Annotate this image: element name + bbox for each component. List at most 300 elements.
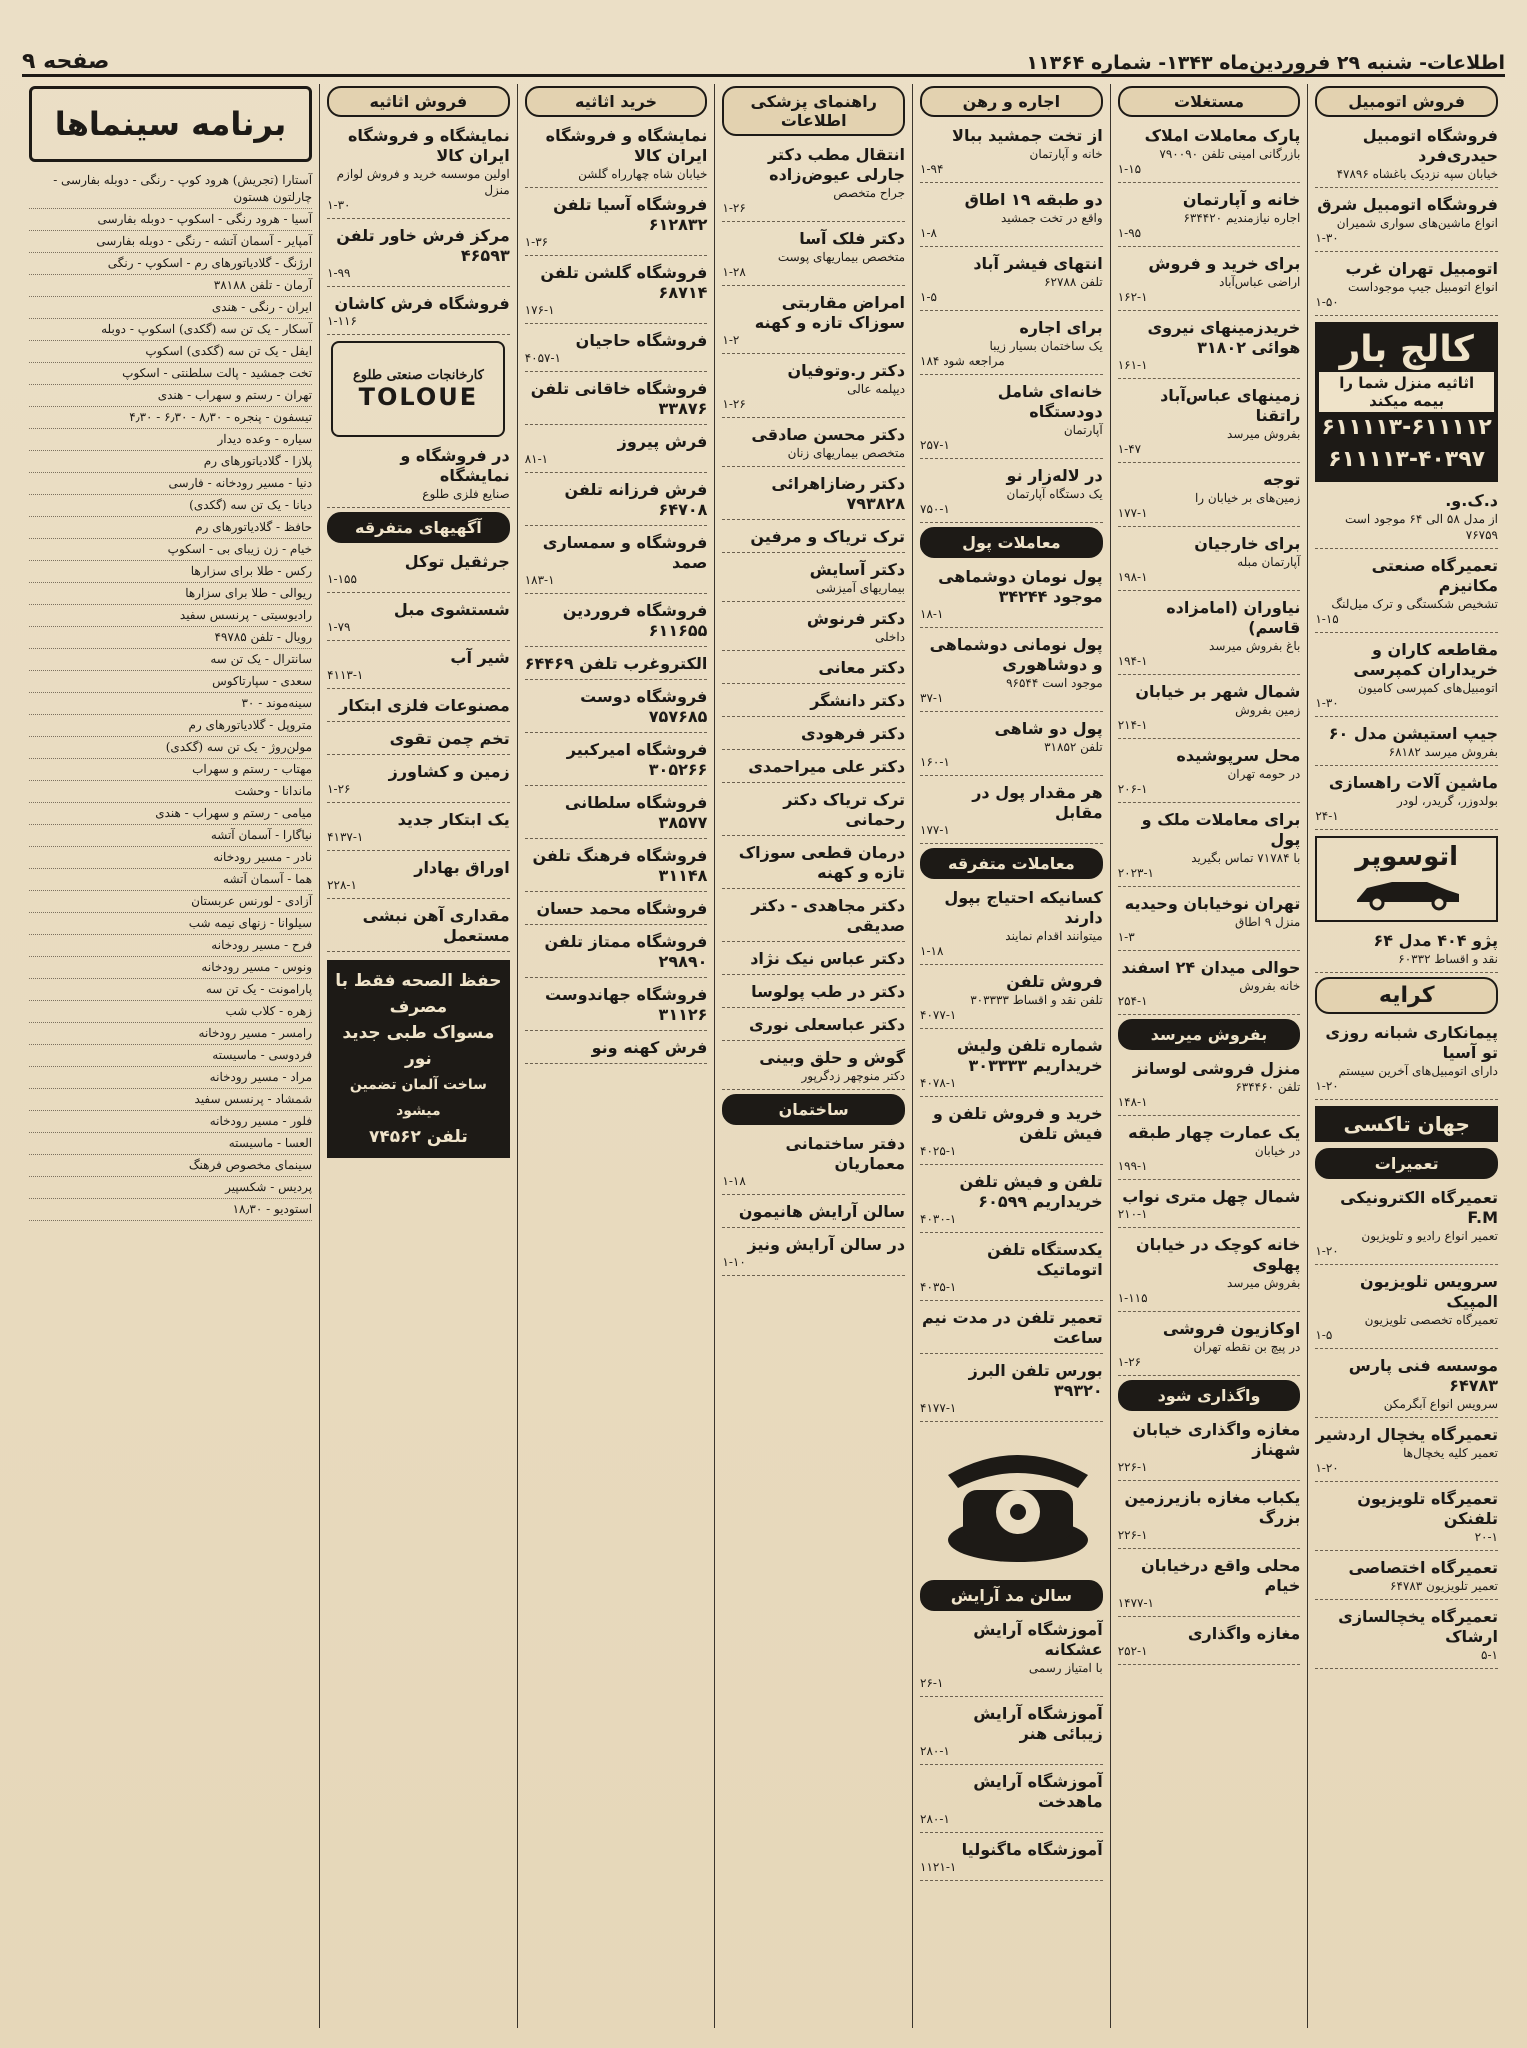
classified-ad: [722, 557, 905, 602]
ad-body: خانه بفروش: [1239, 979, 1301, 993]
cinema-listing: العسا - ماسیسته: [29, 1133, 312, 1155]
ad-title: اتومبیل تهران غرب: [1345, 259, 1498, 278]
section-header-sell: فروش اثاثیه: [327, 86, 510, 117]
ad-title: نمایشگاه و فروشگاه ایران کالا: [545, 126, 708, 165]
ad-code: ۱-۳۶: [524, 235, 549, 249]
ad-title: هر مقدار پول در مقابل: [972, 783, 1103, 822]
cinema-listing: ایران - رنگی - هندی: [29, 297, 312, 319]
classified-ad: [1118, 187, 1301, 247]
tolou-latin: TOLOUE: [358, 382, 479, 411]
ad-body: تشخیص شکستگی و ترک میل‌لنگ: [1331, 597, 1498, 611]
classified-ad: [1118, 807, 1301, 887]
ad-body: تلفن ۳۱۸۵۲: [1044, 740, 1103, 754]
ad-title: ترک تریاک و مرفین: [750, 527, 906, 546]
ad-title: خانه‌ای شامل دودستگاه: [997, 382, 1103, 421]
classified-ad: [327, 693, 510, 722]
classified-ad: [920, 187, 1103, 247]
cinema-listing: شمشاد - پرنسس سفید: [29, 1089, 312, 1111]
ad-title: امراض مقاربتی سوزاک تازه و کهنه: [754, 293, 906, 332]
ad-title: در فروشگاه و نمایشگاه: [400, 446, 510, 485]
ad-code: ۱۷۶-۱: [524, 303, 555, 317]
ad-title: حوالی میدان ۲۴ اسفند: [1121, 958, 1301, 977]
ad-title: پارک معاملات املاک: [1144, 126, 1301, 145]
section-header-transfer: واگذاری شود: [1118, 1380, 1301, 1411]
classified-ad: [920, 1101, 1103, 1165]
ad-title: فروشگاه جهاندوست ۳۱۱۲۶: [544, 985, 708, 1024]
ad-body: ۵-۱: [1481, 1648, 1498, 1662]
classified-ad: [327, 903, 510, 952]
ad-title: دکتر رضازاهرائی ۷۹۳۸۲۸: [771, 474, 906, 513]
classified-ad: [920, 1237, 1103, 1301]
cinema-listing: سینمای مخصوص فرهنگ: [29, 1155, 312, 1177]
ad-title: نمایشگاه و فروشگاه ایران کالا: [347, 126, 510, 165]
ad-code: ۱-۱۵: [1117, 162, 1142, 176]
classified-ad: [1118, 123, 1301, 183]
classified-ad: [1315, 1604, 1498, 1669]
cinema-listing: آسکار - یک تن سه (گکدی) اسکوپ - دوبله: [29, 319, 312, 341]
classified-ad: [327, 223, 510, 287]
ad-title: تعمیر تلفن در مدت نیم ساعت: [921, 1308, 1103, 1347]
cinema-listing: آمپایر - آسمان آتشه - رنگی - دوبله بفارسی: [29, 231, 312, 253]
ad-code: ۱۶۱-۱: [1117, 358, 1148, 372]
classified-ad: [1118, 891, 1301, 951]
ad-code: ۱-۲: [722, 333, 740, 347]
ad-body: در پیچ بن نقطه تهران: [1193, 1340, 1301, 1354]
cinema-program-title: [29, 86, 312, 162]
ad-code: ۳۷-۱: [920, 691, 944, 705]
ad-code: ۲۸۰-۱: [920, 1812, 950, 1826]
ad-title: الکتروغرب تلفن ۶۴۴۶۹: [524, 654, 708, 673]
ad-title: شستشوی مبل: [393, 600, 510, 619]
cars-ads-5: [1315, 1185, 1498, 1669]
classified-ad: [327, 759, 510, 803]
section-header-realestate: مستغلات: [1118, 86, 1301, 117]
classified-ad: [525, 429, 708, 473]
cinema-listing: مولن‌روژ - یک تن سه (گکدی): [29, 737, 312, 759]
ad-code: ۱-۹۴: [920, 162, 944, 176]
ad-code: ۱-۲۸: [722, 265, 746, 279]
ad-code: ۱-۲۶: [722, 201, 746, 215]
ad-body: متخصص بیماریهای پوست: [777, 250, 906, 264]
classified-ad: [525, 982, 708, 1031]
ad-title: کسانیکه احتیاج بپول دارند: [944, 888, 1103, 927]
ad-code: ۱۹۴-۱: [1117, 654, 1148, 668]
ad-body: دیپلمه عالی: [847, 382, 906, 396]
section-header-misc: آگهیهای متفرقه: [327, 512, 510, 543]
ad-title: تعمیرگاه الکترونیکی F.M: [1340, 1188, 1498, 1227]
ad-title: فروشگاه امیرکبیر ۳۰۵۲۶۶: [566, 740, 708, 779]
cinema-listing: هما - آسمان آتشه: [29, 869, 312, 891]
cinema-listing: تهران - رستم و سهراب - هندی: [29, 385, 312, 407]
ad-title: فروشگاه محمد حسان: [536, 899, 708, 918]
ad-title: جیپ استیشن مدل ۶۰: [1328, 724, 1498, 743]
ad-code: ۱-۱۰: [722, 1255, 746, 1269]
cinema-listing: سیاره - وعده دیدار: [29, 429, 312, 451]
medical-ads-2: [722, 1131, 905, 1276]
ad-code: ۱-۳۰: [1315, 696, 1339, 710]
classified-ad: [722, 1199, 905, 1228]
classified-ad: [722, 754, 905, 783]
ad-title: زمین و کشاورز: [388, 762, 510, 781]
ad-code: ۸۱-۱: [524, 452, 549, 466]
ad-body: موجود است ۹۶۵۴۴: [1006, 676, 1103, 690]
ad-title: دکتر فلک آسا: [799, 229, 906, 248]
ad-body: باغ بفروش میرسد: [1209, 639, 1301, 653]
ad-title: یک عمارت چهار طبقه: [1128, 1123, 1301, 1142]
ad-code: ۲۰۲۳-۱: [1117, 866, 1154, 880]
classified-ad: [1118, 743, 1301, 803]
ad-code: ۱۴۷۷-۱: [1117, 1596, 1154, 1610]
classified-ad: [920, 780, 1103, 844]
masthead-page-number: صفحه ۹: [22, 49, 110, 74]
ad-code: ۱-۱۸: [920, 944, 944, 958]
classified-ad: [722, 1131, 905, 1195]
classified-ad: [525, 598, 708, 647]
classified-ad: [920, 1617, 1103, 1697]
ad-code: ۲۲۶-۱: [1117, 1528, 1148, 1542]
classified-ad: [1118, 1120, 1301, 1180]
cinema-listing: خیام - زن زیبای بی - اسکوپ: [29, 539, 312, 561]
tolou-logo: [331, 341, 505, 437]
classified-ad: [525, 737, 708, 786]
classified-ad: [722, 979, 905, 1008]
ad-title: برای اجاره: [1019, 318, 1103, 337]
ad-title: فروشگاه حاجیان: [575, 331, 708, 350]
ad-title: خرید و فروش تلفن و فیش تلفن: [932, 1104, 1103, 1143]
ad-code: ۱۹۹-۱: [1117, 1159, 1148, 1173]
ad-code: ۱۶۲-۱: [1117, 290, 1148, 304]
ad-title: فروشگاه دوست ۷۵۷۶۸۵: [580, 687, 708, 726]
ad-title: دکتر آسایش: [809, 560, 906, 579]
ad-code: ۱-۲۶: [327, 782, 351, 796]
ad-title: از تخت جمشید ببالا: [952, 126, 1103, 145]
cinema-listing: رادیوسیتی - پرنسس سفید: [29, 605, 312, 627]
cinema-listing: پارامونت - یک تن سه: [29, 979, 312, 1001]
realestate-ads-2: [1118, 1056, 1301, 1376]
ad-code: ۱۶۰-۱: [920, 755, 950, 769]
ad-title: شمال شهر بر خیابان: [1135, 682, 1301, 701]
column-medical: [714, 84, 912, 2028]
autosuper-title: اتوسوپر: [1355, 842, 1459, 872]
ad-code: ۲۵۲-۱: [1117, 1644, 1148, 1658]
cinema-listing: فردوسی - ماسیسته: [29, 1045, 312, 1067]
ad-title: اوراق بهادار: [414, 858, 510, 877]
classified-ad: [327, 645, 510, 689]
ad-title: خانه کوچک در خیابان پهلوی: [1135, 1235, 1301, 1274]
classified-ad: [1315, 1486, 1498, 1551]
classified-ad: [525, 260, 708, 324]
realestate-ads-3: [1118, 1417, 1301, 1665]
ad-body: انواع ماشین‌های سواری شمیران: [1336, 216, 1498, 230]
sell-ads: [327, 123, 510, 335]
medical-ads: [722, 142, 905, 1090]
cars-ads-3: [1315, 928, 1498, 973]
sell-ads-3: [327, 549, 510, 952]
cars-ads-2: [1315, 488, 1498, 830]
ad-code: ۲۵۷-۱: [920, 438, 950, 452]
classified-ad: [920, 463, 1103, 523]
classified-ad: [1118, 467, 1301, 527]
classified-ad: [525, 477, 708, 526]
ad-title: آموزشگاه آرایش عشکانه: [973, 1620, 1103, 1659]
ad-body: انواع اتومبیل جیپ موجوداست: [1347, 280, 1498, 294]
column-cars: [1307, 84, 1505, 2028]
cinema-listing: حافظ - گلادیاتورهای رم: [29, 517, 312, 539]
classified-ad: [1315, 1185, 1498, 1265]
section-header-for-sale: بفروش میرسد: [1118, 1019, 1301, 1050]
ad-title: تعمیرگاه اختصاصی: [1348, 1558, 1498, 1577]
classified-ad: [722, 1012, 905, 1041]
ad-title: فروشگاه فروردین ۶۱۱۶۵۵: [562, 601, 708, 640]
ad-title: تلفن و فیش تلفن خریداریم ۶۰۵۹۹: [959, 1172, 1103, 1211]
classified-ad: [1315, 256, 1498, 316]
ad-title: محلی واقع درخیابان خیام: [1141, 1556, 1301, 1595]
cinema-listing: تخت جمشید - پالت سلطنتی - اسکوپ: [29, 363, 312, 385]
ad-code: ۱-۲۰: [1315, 1461, 1339, 1475]
ad-title: بورس تلفن البرز ۳۹۳۲۰: [968, 1361, 1103, 1400]
ad-body: صنایع فلزی طلوع: [422, 487, 510, 501]
ad-code: ۱-۹۵: [1117, 226, 1142, 240]
ad-title: درمان قطعی سوزاک تازه و کهنه: [738, 843, 906, 882]
cinema-listing: آسیا - هرود رنگی - اسکوپ - دوبله بفارسی: [29, 209, 312, 231]
section-header-rent-car: کرایه: [1315, 977, 1498, 1014]
classified-ad: [722, 422, 905, 467]
ad-title: فرش کهنه ونو: [591, 1038, 708, 1057]
cinema-listing: ونوس - مسیر رودخانه: [29, 957, 312, 979]
ad-title: دکتر فرهودی: [801, 724, 906, 743]
classified-ad: [722, 893, 905, 942]
cinema-listing: سیلوانا - زنهای نیمه شب: [29, 913, 312, 935]
classified-ad: [1118, 383, 1301, 463]
cinema-lines: [29, 170, 312, 1221]
ad-code: ۱۷۷-۱: [920, 823, 950, 837]
ad-body: واقع در تخت جمشید: [1001, 211, 1103, 225]
classified-ad: [1118, 315, 1301, 379]
ad-body: سرویس انواع آبگرمکن: [1383, 1397, 1498, 1411]
ad-title: یکدستگاه تلفن اتوماتیک: [987, 1240, 1103, 1279]
ad-title: فروشگاه و سمساری صمد: [542, 533, 708, 572]
ad-code: ۱-۲۶: [1117, 1355, 1142, 1369]
classified-ad: [722, 1232, 905, 1276]
ad-code: ۲۵۴-۱: [1117, 994, 1148, 1008]
ad-body: متخصص بیماریهای زنان: [787, 446, 906, 460]
ad-title: شیر آب: [450, 648, 510, 667]
ad-title: سالن آرایش هانیمون: [738, 1202, 906, 1221]
ad-title: برای معاملات ملک و پول: [1141, 810, 1301, 849]
ad-code: ۴۱۳۷-۱: [327, 830, 364, 844]
ad-code: ۱-۵: [920, 290, 937, 304]
classified-ad: [722, 688, 905, 717]
cinema-listing: ریوالی - طلا برای سزارها: [29, 583, 312, 605]
ad-body: تعمیر کلیه یخچال‌ها: [1403, 1446, 1498, 1460]
ad-code: ۴۱۱۳-۱: [327, 668, 364, 682]
ad-body: میتوانند اقدام نمایند: [1005, 929, 1103, 943]
ad-code: ۱-۵: [1315, 1328, 1333, 1342]
ad-title: فروش تلفن: [1006, 972, 1103, 991]
ad-code: ۲۶-۱: [920, 1676, 944, 1690]
realestate-ads: [1118, 123, 1301, 1015]
ad-title: دکتر دانشگر: [810, 691, 906, 710]
classified-ad: [920, 251, 1103, 311]
ad-body: تعمیرگاه تخصصی تلویزیون: [1364, 1313, 1498, 1327]
toothbrush-line-2: مسواک طبی جدید نور: [342, 1023, 495, 1069]
ad-body: خیابان سپه نزدیک باغشاه ۴۷۸۹۶: [1336, 167, 1498, 181]
rent-ads: [920, 123, 1103, 523]
classified-ad: [920, 1769, 1103, 1833]
ad-code: ۱۴۸-۱: [1117, 1095, 1148, 1109]
section-header-medical: راهنمای پزشکی اطلاعات: [722, 86, 905, 136]
colleague-phone-1: ۶۱۱۱۱۳-۶۱۱۱۱۲: [1321, 415, 1492, 440]
taxi-title: جهان تاکسی: [1343, 1112, 1470, 1136]
section-header-money: معاملات پول: [920, 527, 1103, 558]
classified-ad: [1118, 1056, 1301, 1116]
ad-code: ۱-۳۰: [327, 198, 351, 212]
cinema-listing: رویال - تلفن ۴۹۷۸۵: [29, 627, 312, 649]
cinema-listing: فرح - مسیر رودخانه: [29, 935, 312, 957]
ad-title: فرش فرزانه تلفن ۶۴۷۰۸: [564, 480, 708, 519]
masthead-paper: اطلاعات- شنبه ۲۹ فروردین‌ماه ۱۳۴۳- شماره ۱۱۳۶۴: [1026, 52, 1505, 74]
ad-code: ۲۱۴-۱: [1117, 718, 1148, 732]
ad-title: شمال چهل متری نواب: [1122, 1187, 1301, 1206]
ad-body: زمین‌های بر خیابان را: [1194, 491, 1301, 505]
cinema-listing: متروپل - گلادیاتورهای رم: [29, 715, 312, 737]
ad-title: تعمیرگاه یخچال اردشیر: [1315, 1425, 1498, 1444]
ad-body: تلفن نقد و اقساط ۳۰۳۳۳۳: [970, 993, 1103, 1007]
classified-ad: [722, 471, 905, 520]
classified-ad: [1118, 1184, 1301, 1228]
ad-title: منزل فروشی لوسانز: [1132, 1059, 1301, 1078]
ad-code: ۱۷۷-۱: [1117, 506, 1148, 520]
section-header-salon: سالن مد آرایش: [920, 1580, 1103, 1611]
classified-ad: [1315, 1422, 1498, 1482]
classified-ad: [1315, 721, 1498, 766]
ad-code: ۱-۱۱۶: [327, 314, 357, 328]
cinema-listing: ماندانا - وحشت: [29, 781, 312, 803]
cinema-listing: فلور - مسیر رودخانه: [29, 1111, 312, 1133]
classified-ad: [327, 291, 510, 335]
ad-body: بفروش میرسد: [1227, 1276, 1301, 1290]
rent-ads-2: [920, 564, 1103, 844]
classified-ad: [1118, 1553, 1301, 1617]
classified-ad: [327, 549, 510, 593]
ad-code: ۷۵۰-۱: [920, 502, 950, 516]
classified-ad: [525, 192, 708, 256]
classified-ad: [920, 564, 1103, 628]
classified-ad: [722, 840, 905, 889]
ad-code: ۴۰۷۸-۱: [920, 1076, 957, 1090]
cinema-listing: آزادی - لورنس عربستان: [29, 891, 312, 913]
ad-title: توجه: [1263, 470, 1301, 489]
classified-ad: [920, 379, 1103, 459]
ad-code: ۱-۲۰: [1315, 1079, 1339, 1093]
ad-code: ۲۸۰-۱: [920, 1744, 950, 1758]
ad-title: فروشگاه خاقانی تلفن ۳۳۸۷۶: [530, 379, 708, 418]
classified-ad: [722, 226, 905, 286]
sell-ads-2: [327, 443, 510, 508]
ad-code: ۲۴-۱: [1315, 809, 1339, 823]
classified-ad: [920, 1701, 1103, 1765]
ad-title: برای خارجیان: [1194, 534, 1301, 553]
ad-code: ۱-۲۰: [1315, 1244, 1339, 1258]
ad-title: فروشگاه ممتاز تلفن ۲۹۸۹۰: [544, 932, 708, 971]
classified-ad: [920, 1358, 1103, 1422]
cinema-title-text: برنامه سینماها: [54, 105, 287, 143]
column-rent: [912, 84, 1110, 2028]
ad-code: ۱-۱۸: [722, 1174, 746, 1188]
classified-ad: [722, 142, 905, 222]
toothbrush-line-4: تلفن ۷۴۵۶۲: [369, 1127, 468, 1147]
classified-ad: [920, 1033, 1103, 1097]
classified-ad: [1118, 1417, 1301, 1481]
ad-title: فروشگاه سلطانی ۳۸۵۷۷: [564, 793, 708, 832]
classified-ad: [920, 1305, 1103, 1354]
colleague-title: کالج بار: [1339, 329, 1474, 370]
ad-code: ۴۰۳۵-۱: [920, 1280, 957, 1294]
taxi-ad: [1315, 1106, 1498, 1142]
classified-ad: [1118, 1621, 1301, 1665]
ad-code: ۲۲۶-۱: [1117, 1460, 1148, 1474]
ad-body: بولدوزر، گریدر، لودر: [1396, 794, 1498, 808]
ad-code: ۱-۷۹: [327, 620, 351, 634]
classified-ad: [1118, 1232, 1301, 1312]
cinema-listing: مهتاب - رستم و سهراب: [29, 759, 312, 781]
ad-body: تعمیر تلویزیون ۶۴۷۸۳: [1390, 1579, 1498, 1593]
classified-ad: [1118, 1485, 1301, 1549]
ad-title: گوش و حلق وبینی: [759, 1048, 906, 1067]
ad-body: از مدل ۵۸ الی ۶۴ موجود است ۷۶۷۵۹: [1345, 512, 1498, 542]
classified-ad: [722, 1045, 905, 1090]
classified-ad: [722, 358, 905, 418]
ad-code: ۱-۱۵: [1315, 612, 1339, 626]
cars-ads: [1315, 123, 1498, 316]
classified-ad: [1118, 1316, 1301, 1376]
cinema-listing: ارژنگ - گلادیاتورهای رم - اسکوپ - رنگی: [29, 253, 312, 275]
classified-ad: [327, 726, 510, 755]
ad-title: تهران نوخیابان وحیدیه: [1124, 894, 1301, 913]
ad-title: مقاطعه کاران و خریداران کمپرسی: [1353, 640, 1498, 679]
toothbrush-ad: [327, 960, 510, 1158]
classified-ad: [525, 896, 708, 925]
classified-ad: [722, 787, 905, 836]
column-sell: [319, 84, 517, 2028]
cars-ads-4: [1315, 1020, 1498, 1100]
classified-ad: [525, 123, 708, 188]
ad-title: مغازه واگذاری: [1187, 1624, 1301, 1643]
ad-title: دفتر ساختمانی معماریان: [785, 1134, 906, 1173]
cinema-listing: سعدی - سپارتاکوس: [29, 671, 312, 693]
classified-ad: [920, 885, 1103, 965]
classified-ad: [920, 315, 1103, 375]
ad-body: بیماریهای آمیزشی: [815, 581, 906, 595]
colleague-subtitle: اثاثیه منزل شما را بیمه میکند: [1319, 372, 1494, 412]
section-header-construction: ساختمان: [722, 1094, 905, 1125]
classified-ad: [525, 651, 708, 680]
ad-title: شماره تلفن ولیش خریداریم ۳۰۳۳۳۳: [956, 1036, 1103, 1075]
classified-ad: [327, 597, 510, 641]
ad-code: ۱-۳: [1117, 930, 1135, 944]
ad-title: انتهای فیشر آباد: [973, 254, 1103, 273]
classified-ad: [1315, 770, 1498, 830]
ad-body: تلفن ۶۲۷۸۸: [1044, 275, 1103, 289]
ad-title: مقداری آهن نبشی مستعمل: [362, 906, 510, 945]
ad-title: مصنوعات فلزی ابتکار: [339, 696, 510, 715]
rent-ads-4: [920, 1617, 1103, 1881]
cinema-listing: دنیا - مسیر رودخانه - فارسی: [29, 473, 312, 495]
ad-code: ۱۸۴ مراجعه شود: [920, 354, 1005, 368]
ad-title: تعمیرگاه صنعتی مکانیزم: [1371, 556, 1498, 595]
ad-code: ۱-۲۶: [722, 397, 746, 411]
ad-title: دکتر محسن صادقی: [751, 425, 906, 444]
